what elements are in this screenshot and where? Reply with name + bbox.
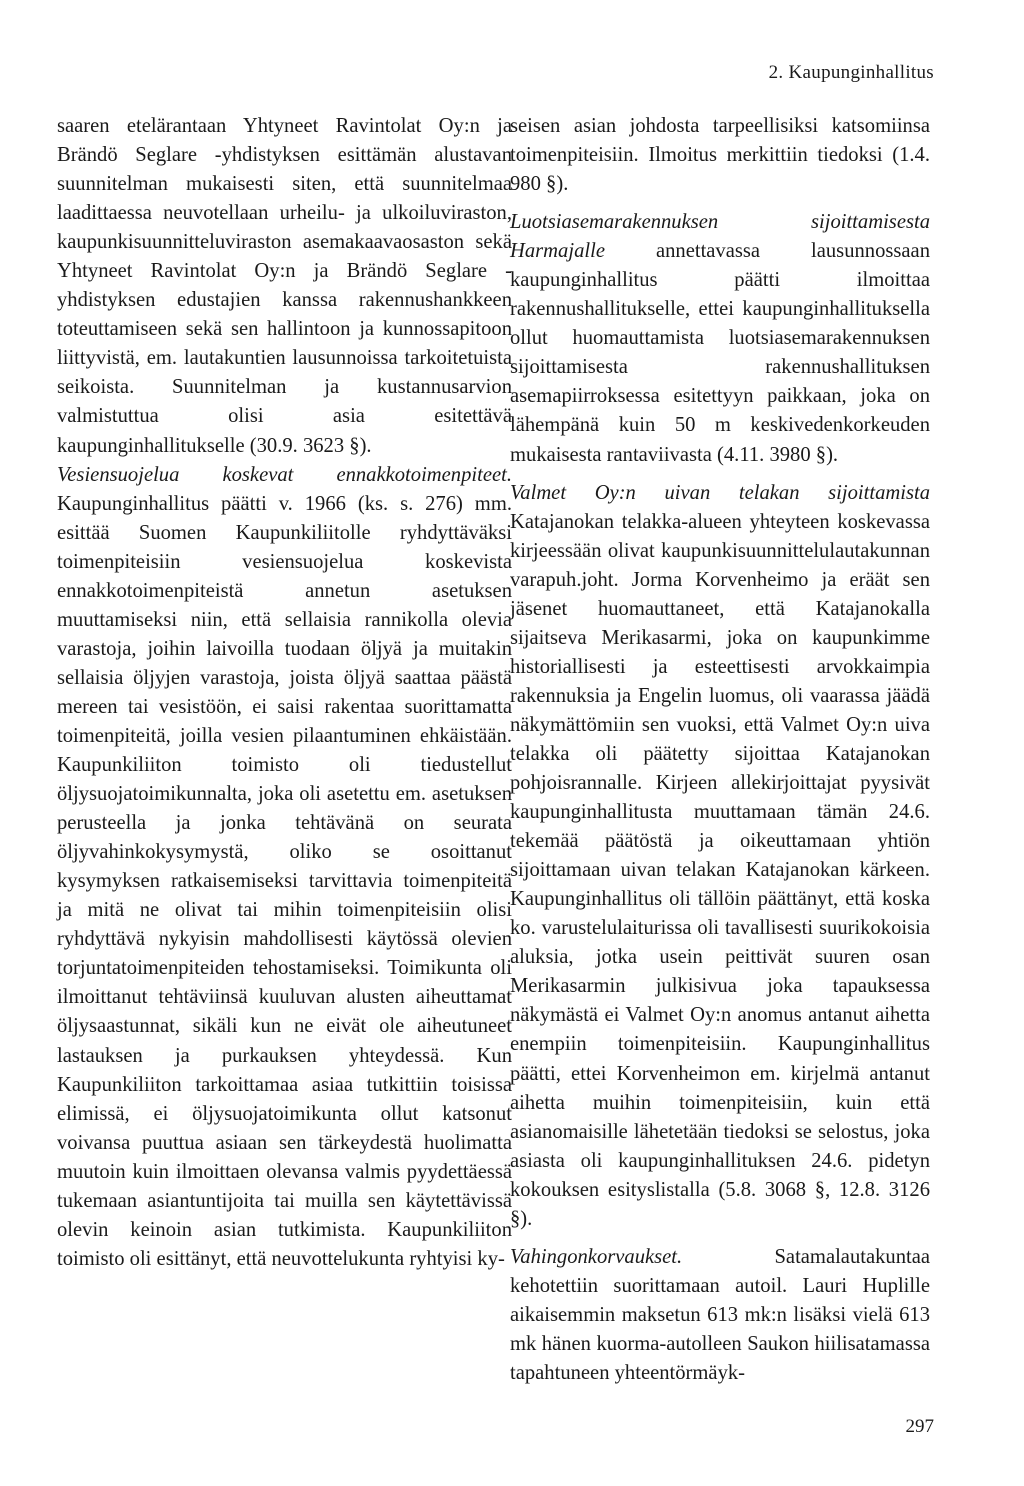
section-heading: Vesiensuojelua koskevat ennakkotoimenpiteet. xyxy=(57,463,512,486)
paragraph-section xyxy=(510,1243,930,1388)
section-body: Katajanokan telakka-alueen yhteyteen koskevassa kirjeessään olivat kaupunkisuunnittelulautakunnan varapuh.joht. Jorma Korvenheimo ja eräät sen jäsenet huomauttaneet, että Katajanokalla sijaitseva Merikasarmi, joka on kaupunkimme historiallisesti ja esteettisesti arvokkaimpia rakennuksia ja Engelin luomus, oli vaarassa jäädä näkymättömiin sen vuoksi, että Valmet Oy:n uiva telakka oli päätetty sijoittaa Katajanokan pohjoisrannalle. Kirjeen allekirjoittajat pyysivät kaupunginhallitusta muuttamaan tämän 24.6. tekemää päätöstä ja oikeuttamaan yhtiön sijoittamaan uivan telakan Katajanokan kärkeen. Kaupunginhallitus oli tällöin päättänyt, että koska ko. varustelulaiturissa oli tavallisesti suurikokoisia aluksia, jotka usein peittivät suuren osan Merikasarmin julkisivua joka tapauksessa näkymästä ei Valmet Oy:n anomus antanut aihetta enempiin toimenpiteisiin. Kaupunginhallitus päätti, ettei Korvenheimon em. kirjelmä antanut aihetta muihin toimenpiteisiin, kuin että asianomaisille lähetetään tiedoksi se selostus, joka asiasta oli kaupunginhallituksen 24.6. pidetyn kokouksen esityslistalla (5.8. 3068 §, 12.8. 3126 §). xyxy=(510,510,930,1230)
right-column xyxy=(510,112,930,1388)
paragraph: saaren etelärantaan Yhtyneet Ravintolat Oy:n ja Brändö Seglare -yhdistyksen esittämän alustavan suunnitelman mukaisesti siten, että suunnitelmaa laadittaessa neuvotellaan urheilu- ja ulkoiluviraston, kaupunkisuunnitteluviraston asemakaavaosaston sekä Yhtyneet Ravintolat Oy:n ja Brändö Seglare -yhdistyksen edustajien kanssa rakennushankkeen toteuttamiseen sekä sen hallintoon ja kunnossapitoon liittyvistä, em. lautakuntien lausunnoissa tarkoitetuista seikoista. Suunnitelman ja kustannusarvion valmistuttua olisi asia esitettävä kaupunginhallitukselle (30.9. 3623 §). xyxy=(57,115,512,457)
section-body: Kaupunginhallitus päätti v. 1966 (ks. s. 276) mm. esittää Suomen Kaupunkiliitolle ryhdyttäväksi toimenpiteisiin vesiensuojelua koskevista ennakkotoimenpiteistä annetun asetuksen muuttamiseksi niin, että sellaisia rannikolla olevia varastoja, joihin laivoilla tuodaan öljyä ja muitakin sellaisia öljyjen varastoja, joista öljyä saattaa päästä mereen tai vesistöön, ei saisi rakentaa suorittamatta toimenpiteitä, joilla vesien pilaantuminen ehkäistään. Kaupunkiliiton toimisto oli tiedustellut öljysuojatoimikunnalta, joka oli asetettu em. asetuksen perusteella ja jonka tehtävänä on seurata öljyvahinkokysymystä, oliko se osoittanut kysymyksen ratkaisemiseksi tarvittavia toimenpiteitä ja mitä ne olivat tai mihin toimenpiteisiin olisi ryhdyttävä nykyisin mahdollisesti käytössä olevien torjuntatoimenpiteiden tehostamiseksi. Toimikunta oli ilmoittanut tehtäviinsä kuuluvan alusten aiheuttamat öljysaastunnat, sikäli kun ne eivät ole aiheutuneet lastauksen ja purkauksen yhteydessä. Kun Kaupunkiliiton tarkoittamaa asiaa tutkittiin toisissa elimissä, ei öljysuojatoimikunta ollut katsonut voivansa puuttua asiaan sen tärkeydestä huolimatta muutoin kuin ilmoittaen olevansa valmis pyydettäessä tukemaan asiantuntijoita tai muilla sen käytettävissä olevin keinoin asian tutkimista. Kaupunkiliiton toimisto oli esittänyt, että neuvottelukunta ryhtyisi ky- xyxy=(57,492,512,1270)
section-body: annettavassa lausunnossaan kaupunginhallitus päätti ilmoittaa rakennushallitukselle, ettei kaupunginhallituksella ollut huomauttamista luotsiasemarakennuksen sijoittamisesta rakennushallituksen asemapiirroksessa esitettyyn paikkaan, joka on lähempänä kuin 50 m keskivedenkorkeuden mukaisesta rantaviivasta (4.11. 3980 §). xyxy=(510,240,930,466)
paragraph-section xyxy=(57,461,512,1274)
section-heading: Valmet Oy:n uivan telakan sijoittamista xyxy=(510,481,930,504)
paragraph: seisen asian johdosta tarpeellisiksi katsomiinsa toimenpiteisiin. Ilmoitus merkittiin tiedoksi (1.4. 980 §). xyxy=(510,115,930,196)
paragraph-section xyxy=(510,208,930,469)
section-heading: Luotsiasemarakennuksen sijoittamisesta Harmajalle xyxy=(510,211,930,263)
left-column xyxy=(57,112,512,1274)
section-heading: Vahingonkorvaukset. xyxy=(510,1245,683,1268)
page-number: 297 xyxy=(905,1416,934,1437)
paragraph-section xyxy=(510,479,930,1234)
section-body: Satamalautakuntaa kehotettiin suorittamaan autoil. Lauri Huplille aikaisemmin maksetun 613 mk:n lisäksi vielä 613 mk hänen kuorma-autolleen Saukon hiilisatamassa tapahtuneen yhteentörmäyk- xyxy=(510,1245,930,1384)
running-head: 2. Kaupunginhallitus xyxy=(768,62,934,83)
